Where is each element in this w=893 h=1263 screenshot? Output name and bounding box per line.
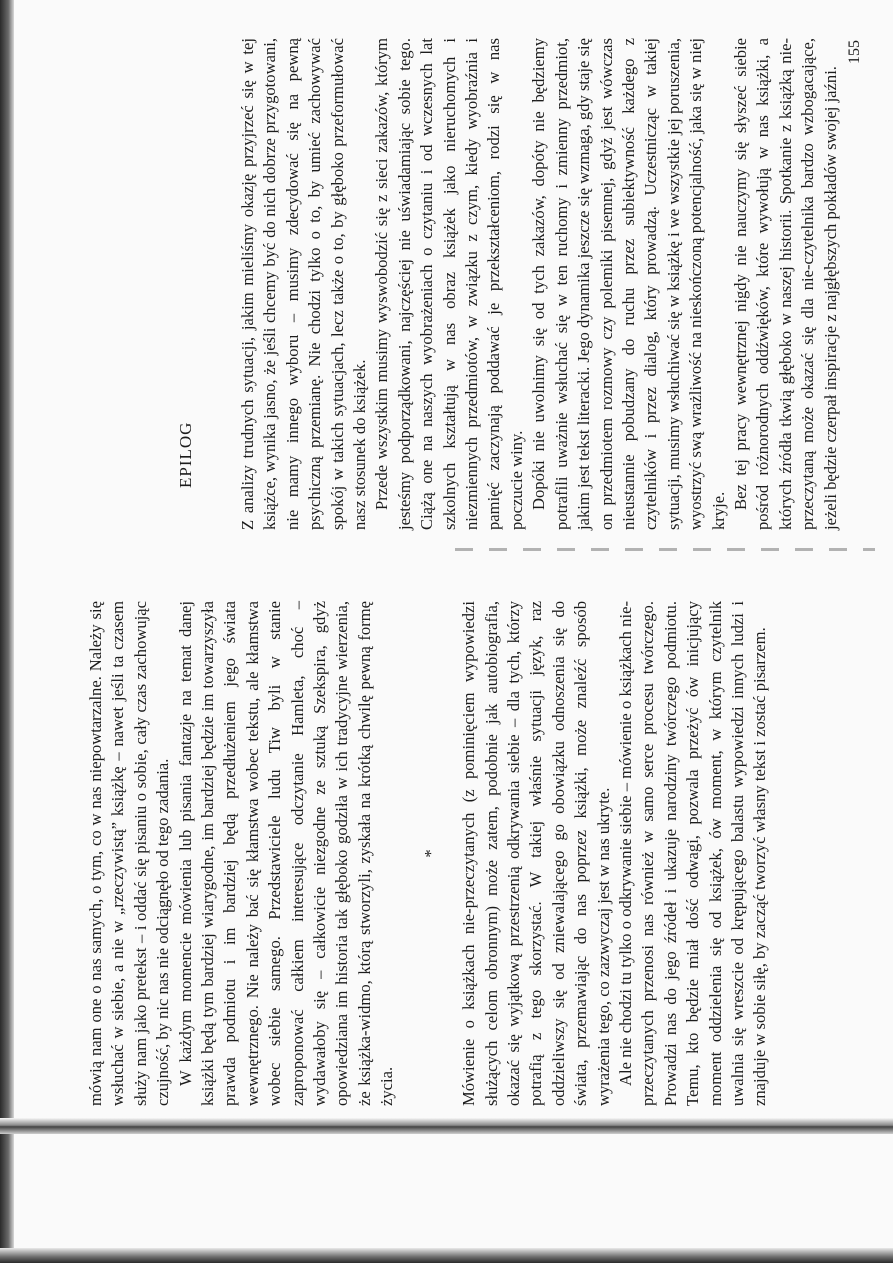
scan-edge-shadow-bottom (0, 1248, 893, 1263)
paragraph: mówią nam one o nas samych, o tym, co w nas niepowtarzalne. Należy się wsłuchać w siebie, a nie w „rzeczywistą” książkę – nawet jeśli ta czasem służy nam jako pretekst – i oddać się pisaniu o sobie, cały czas zachowując czujność, by nic nas nie odciągnęło od tego zadania. (86, 601, 173, 1106)
paragraph: Ale nie chodzi tu tylko o odkrywanie siebie – mówienie o książkach nie-przeczytanych przenosi nas również w samo serce procesu twórczego. Prowadzi nas do jego źródeł i ukazuje narodziny twórczego podmiotu. Temu, kto będzie miał dość odwagi, pozwala przeżyć ów inicjujący moment oddzielenia się od książek, ów moment, w którym czytelnik uwalnia się wreszcie od krępującego balastu wypowiedzi innych ludzi i znajduje w sobie siłę, by zacząć tworzyć własny tekst i zostać pisarzem. (615, 601, 770, 1106)
paragraph: Mówienie o książkach nie-przeczytanych (z pominięciem wypowiedzi służących celom obronnym) może zatem, podobnie jak autobiografia, okazać się wyjątkową przestrzenią odkrywania siebie – dla tych, którzy potrafią z tego skorzystać. W takiej właśnie sytuacji język, raz oddzieliwszy się od zniewalającego go obowiązku odnoszenia się do świata, przemawiając do nas poprzez książki, może znaleźć sposób wyrażenia tego, co zazwyczaj jest w nas ukryte. (459, 601, 613, 1106)
paragraph: Przede wszystkim musimy wyswobodzić się z sieci zakazów, którym jesteśmy podporządkowani, najczęściej nie uświadamiając sobie tego. Ciążą one na naszych wyobrażeniach o czytaniu i od wczesnych lat szkolnych kształtują w nas obraz książek jako nieruchomych i niezmiennych przedmiotów, w związku z czym, kiedy wyobraźnia i pamięć zaczynają poddawać je przekształceniom, rodzi się w nas poczucie winy. (372, 38, 526, 530)
page-number: 155 (846, 40, 863, 64)
scan-edge-shadow-left (0, 0, 14, 1263)
section-separator: * (420, 849, 440, 858)
right-page-text (237, 38, 842, 530)
paragraph: Bez tej pracy wewnętrznej nigdy nie nauczymy się słyszeć siebie pośród różnorodnych oddźwięków, które wywołują w nas książki, a których źródła tkwią głęboko w naszej historii. Spotkanie z książką nie-przeczytaną może okazać się dla nie-czytelnika bardzo wzbogacające, jeżeli będzie czerpał inspiracje z najgłębszych pokładów swojej jaźni. (730, 38, 840, 530)
book-gutter (0, 1118, 893, 1134)
paragraph: Dopóki nie uwolnimy się od tych zakazów, dopóty nie będziemy potrafili uważnie wsłuchać się w ten ruchomy i zmienny przedmiot, jakim jest tekst literacki. Jego dynamika jeszcze się wzmaga, gdy staje się on przedmiotem rozmowy czy polemiki pisemnej, gdyż jest wówczas nieustannie pobudzany do ruchu przez subiektywność każdego z czytelników i przez dialog, który prowadzą. Uczestnicząc w takiej sytuacji, musimy wsłuchiwać się w książkę i we wszystkie jej poruszenia, wyostrzyć swą wrażliwość na nieskończoną potencjalność, jaka się w niej kryje. (529, 38, 728, 530)
paragraph: W każdym momencie mówienia lub pisania fantazje na temat danej książki będą tym bardziej wiarygodne, im bardziej będzie im towarzyszyła prawda podmiotu i im bardziej będą przedłużeniem jego świata wewnętrznego. Nie należy bać się kłamstwa wobec tekstu, ale kłamstwa wobec siebie samego. Przedstawiciele ludu Tiw byli w stanie zaproponować całkiem interesujące odczytanie Hamleta, choć – wydawałoby się – całkowicie niezgodne ze sztuką Szekspira, gdyż opowiedziana im historia tak głęboko godziła w ich tradycyjne wierzenia, że książka-widmo, którą stworzyli, zyskała na krótką chwilę pewną formę życia. (175, 601, 397, 1106)
paragraph: Z analizy trudnych sytuacji, jakim mieliśmy okazję przyjrzeć się w tej książce, wynika jasno, że jeśli chcemy być do nich dobrze przygotowani, nie mamy innego wyboru – musimy zdecydować się na pewną psychiczną przemianę. Nie chodzi tylko o to, by umieć zachowywać spokój w takich sytuacjach, lecz także o to, by głęboko przeformułować nasz stosunek do książek. (238, 38, 370, 530)
chapter-title: EPILOG (176, 421, 195, 488)
fold-line (455, 548, 875, 551)
left-page-text (85, 601, 772, 1106)
